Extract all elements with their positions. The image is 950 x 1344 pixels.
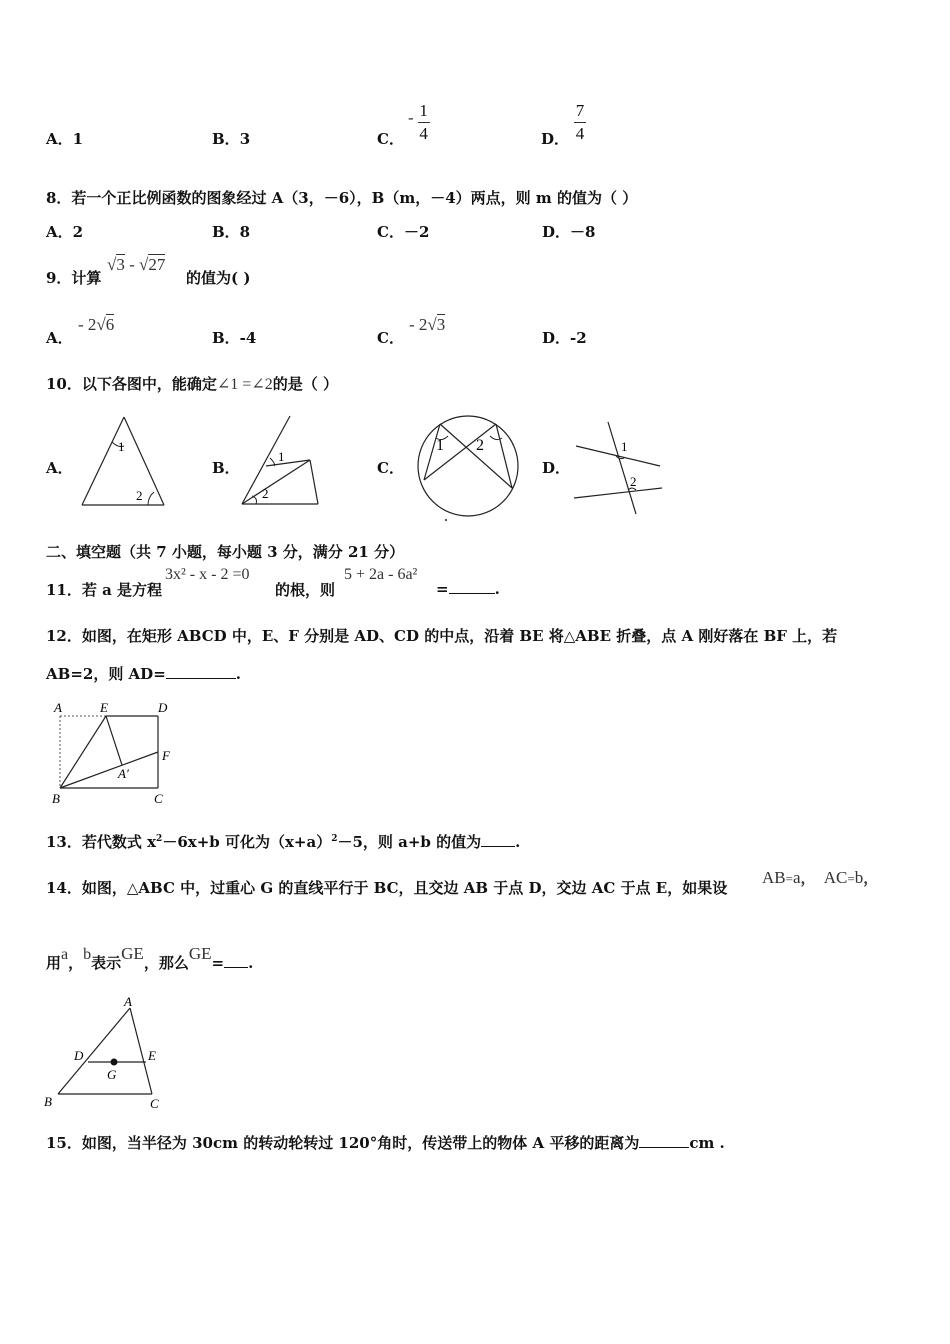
q12-label-d: D	[158, 700, 168, 715]
q12-figure	[46, 698, 178, 810]
q15-question: 15．如图，当半径为 30cm 的转动轮转过 120°角时，传送带上的物体 A 平移的距离为 cm .	[46, 1134, 725, 1152]
q7-option-b: B．3	[212, 130, 251, 148]
q11-middle: 的根，则	[275, 581, 336, 599]
q12-label-a-prime: A′	[118, 766, 129, 781]
q11-prefix: 11．若 a 是方程	[46, 581, 163, 599]
q7-option-d-fraction: $\frac{7}{4}$	[575, 101, 585, 143]
q10-figure-b	[238, 412, 324, 510]
q8-option-b: B．8	[212, 223, 251, 241]
q10-a-angle1: 1	[118, 439, 125, 454]
q10-d-angle1: 1	[621, 439, 628, 454]
q10-option-d: D．	[542, 459, 571, 477]
q7-option-c-fraction: - $\frac{1}{4}$	[408, 101, 428, 143]
q12-line1: 12．如图，在矩形 ABCD 中，E、F 分别是 AD、CD 的中点，沿着 BE 将△ABE 折叠，点 A 刚好落在 BF 上，若	[46, 627, 838, 645]
q14-label-e: E	[148, 1048, 156, 1063]
q12-label-a: A	[54, 700, 62, 715]
q14-line2: 用a，b表示GE，那么GE= .	[46, 944, 254, 972]
q14-vectors: AB=a， AC=b，	[762, 868, 879, 887]
q9-question: 9．计算	[46, 269, 102, 287]
q9-expression: √3 - √27	[107, 255, 166, 274]
q8-option-c: C．－2	[377, 223, 430, 241]
q9-option-c-expr: - 2√3	[409, 315, 446, 334]
q14-label-g: G	[107, 1067, 117, 1082]
q9-option-b: B．-4	[212, 329, 257, 347]
q10-d-angle2: 2	[630, 474, 637, 489]
q9-option-c: C．	[377, 329, 404, 347]
q14-label-d: D	[74, 1048, 84, 1063]
q10-option-b: B．	[212, 459, 240, 477]
section-title: 二、填空题（共 7 小题，每小题 3 分，满分 21 分）	[46, 543, 405, 561]
q8-option-d: D．－8	[542, 223, 596, 241]
q9-suffix: 的值为( )	[186, 269, 251, 287]
q11-answer: = .	[436, 580, 500, 598]
q10-c-angle1: 1	[436, 437, 444, 454]
q12-line2: AB=2，则 AD= .	[46, 665, 241, 683]
q7-option-d: D．	[541, 130, 570, 148]
q14-label-a: A	[124, 994, 132, 1009]
q10-figure-d	[570, 418, 666, 516]
q14-figure	[40, 994, 170, 1116]
q7-option-c: C．	[377, 130, 404, 148]
q10-question: 10．以下各图中，能确定∠1 =∠2的是（ ）	[46, 375, 338, 393]
q13-question: 13．若代数式 $x^2-6x+b$ 可化为$(x+a)^2-5$，则 a+b 的值为 .	[46, 833, 521, 851]
q12-label-e: E	[100, 700, 108, 715]
q8-option-a: A．2	[46, 223, 84, 241]
q10-a-angle2: 2	[136, 488, 143, 503]
q9-option-d: D．-2	[542, 329, 587, 347]
q14-label-c: C	[150, 1096, 159, 1111]
q10-option-c: C．	[377, 459, 404, 477]
q11-expression: 5 + 2a - 6a²	[344, 566, 418, 583]
q14-label-b: B	[44, 1094, 52, 1109]
q10-figure-c	[412, 410, 524, 524]
q11-equation: 3x² - x - 2 =0	[165, 566, 250, 583]
q8-question: 8．若一个正比例函数的图象经过 A（3，－6），B（m，－4）两点，则 m 的值为（ ）	[46, 189, 638, 207]
q12-label-c: C	[154, 791, 163, 806]
q12-label-b: B	[52, 791, 60, 806]
q10-figure-a	[76, 412, 172, 510]
q9-option-a: A．	[46, 329, 73, 347]
q9-option-a-expr: - 2√6	[78, 315, 115, 334]
q10-b-angle1: 1	[278, 449, 285, 464]
q7-option-a: A．1	[46, 130, 84, 148]
q10-option-a: A．	[46, 459, 73, 477]
q10-b-angle2: 2	[262, 486, 269, 501]
q14-line1: 14．如图，△ABC 中，过重心 G 的直线平行于 BC，且交边 AB 于点 D，交边 AC 于点 E，如果设	[46, 879, 728, 897]
q10-c-angle2: 2	[476, 437, 484, 454]
q12-label-f: F	[162, 748, 170, 763]
